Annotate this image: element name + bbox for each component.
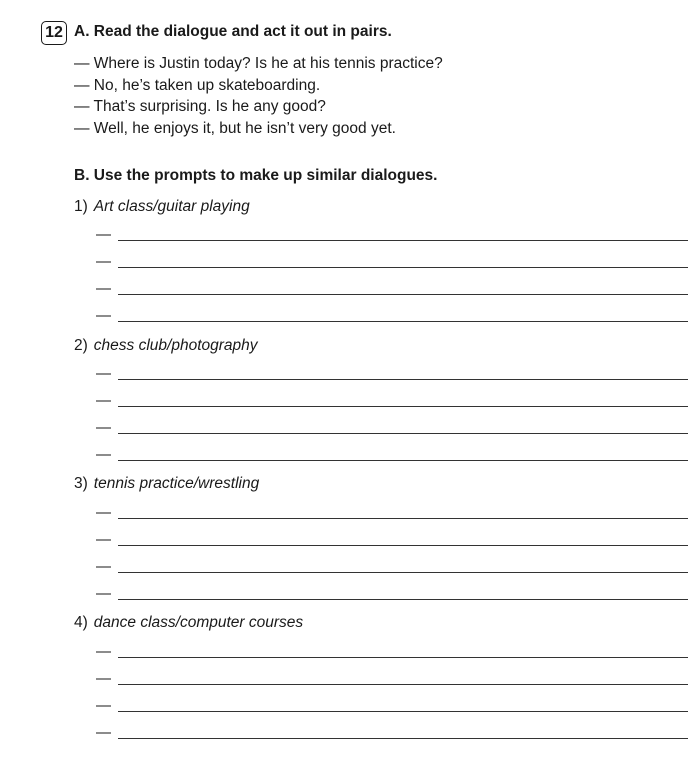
writing-rule xyxy=(118,267,688,268)
line-dash: — xyxy=(96,697,111,714)
dialogue-line: — No, he’s taken up skateboarding. xyxy=(74,76,321,94)
answer-line[interactable] xyxy=(96,724,688,744)
line-dash: — xyxy=(96,558,111,575)
answer-line[interactable] xyxy=(96,558,688,578)
answer-line[interactable] xyxy=(96,226,688,246)
writing-rule xyxy=(118,406,688,407)
line-dash: — xyxy=(96,253,111,270)
dialogue-line: — Well, he enjoys it, but he isn’t very good yet. xyxy=(74,119,396,137)
answer-line[interactable] xyxy=(96,253,688,273)
answer-line[interactable] xyxy=(96,504,688,524)
line-dash: — xyxy=(96,670,111,687)
sample-dialogue xyxy=(74,53,443,139)
line-dash: — xyxy=(96,226,111,243)
writing-rule xyxy=(118,684,688,685)
part-b-heading: B. Use the prompts to make up similar dialogues. xyxy=(74,167,438,184)
prompt-2 xyxy=(74,336,258,356)
writing-rule xyxy=(118,460,688,461)
writing-rule xyxy=(118,321,688,322)
prompt-text: dance class/computer courses xyxy=(93,614,304,631)
answer-line[interactable] xyxy=(96,307,688,327)
line-dash: — xyxy=(96,280,111,297)
line-dash: — xyxy=(96,365,111,382)
line-dash: — xyxy=(96,307,111,324)
prompt-number: 4) xyxy=(74,614,88,631)
answer-line[interactable] xyxy=(96,392,688,412)
writing-rule xyxy=(118,294,688,295)
prompt-1 xyxy=(74,197,250,217)
prompt-text: tennis practice/wrestling xyxy=(93,475,260,492)
writing-rule xyxy=(118,379,688,380)
prompt-4 xyxy=(74,613,303,633)
exercise-number: 12 xyxy=(41,21,67,45)
answer-line[interactable] xyxy=(96,419,688,439)
answer-line[interactable] xyxy=(96,670,688,690)
line-dash: — xyxy=(96,446,111,463)
line-dash: — xyxy=(96,643,111,660)
prompt-number: 3) xyxy=(74,475,88,492)
writing-rule xyxy=(118,518,688,519)
line-dash: — xyxy=(96,724,111,741)
prompt-number: 2) xyxy=(74,337,88,354)
dialogue-line: — Where is Justin today? Is he at his tennis practice? xyxy=(74,55,443,72)
answer-line[interactable] xyxy=(96,446,688,466)
answer-line[interactable] xyxy=(96,531,688,551)
writing-rule xyxy=(118,433,688,434)
answer-line[interactable] xyxy=(96,643,688,663)
dialogue-line: — That’s surprising. Is he any good? xyxy=(74,98,326,115)
prompt-3 xyxy=(74,474,259,494)
prompt-text: Art class/guitar playing xyxy=(93,198,250,215)
prompt-text: chess club/photography xyxy=(93,337,258,354)
answer-line[interactable] xyxy=(96,585,688,605)
answer-line[interactable] xyxy=(96,365,688,385)
line-dash: — xyxy=(96,504,111,521)
line-dash: — xyxy=(96,392,111,409)
answer-line[interactable] xyxy=(96,280,688,300)
writing-rule xyxy=(118,599,688,600)
line-dash: — xyxy=(96,531,111,548)
writing-rule xyxy=(118,240,688,241)
writing-rule xyxy=(118,657,688,658)
writing-rule xyxy=(118,572,688,573)
line-dash: — xyxy=(96,419,111,436)
answer-line[interactable] xyxy=(96,697,688,717)
writing-rule xyxy=(118,711,688,712)
part-a-heading: A. Read the dialogue and act it out in pairs. xyxy=(74,23,392,40)
writing-rule xyxy=(118,545,688,546)
writing-rule xyxy=(118,738,688,739)
line-dash: — xyxy=(96,585,111,602)
prompt-number: 1) xyxy=(74,198,88,215)
